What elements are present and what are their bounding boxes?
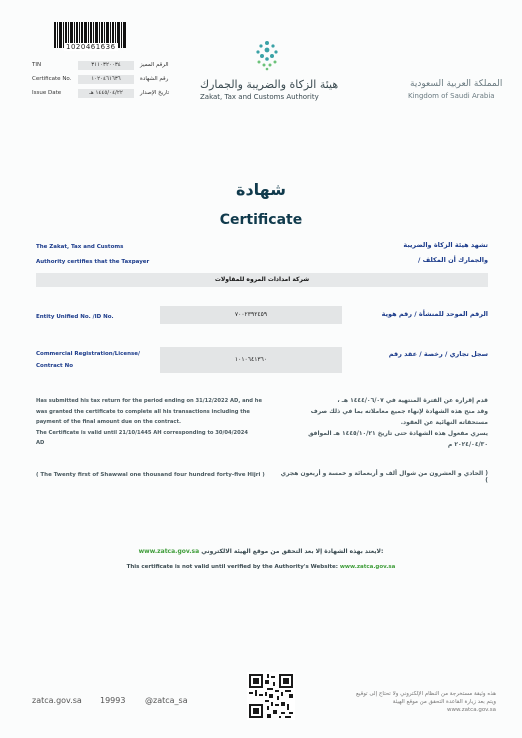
footer-website[interactable]: zatca.gov.sa (32, 696, 82, 705)
tin-value: ٣١١٠٣٢٠٠٣٤ (78, 61, 134, 70)
declaration-ar (330, 238, 488, 268)
kingdom-name-ar: المملكة العربية السعودية (410, 79, 503, 89)
authority-name-ar: هيئة الزكاة والضريبة والجمارك (200, 78, 339, 91)
kingdom-name-en: Kingdom of Saudi Arabia (408, 92, 495, 100)
tin-label-ar: الرقم المميز (140, 62, 169, 68)
qr-code (247, 672, 295, 720)
verification-note-en (0, 564, 522, 570)
body-en-line: Has submitted his tax return for the period ending on 31/12/2022 AD, and he (36, 398, 263, 404)
declaration-en (36, 240, 186, 270)
body-text-ar (294, 395, 488, 450)
entity-number-value: ٧٠٠٢٣٩٢٤٥٩ (160, 306, 342, 324)
verification-url-en[interactable]: www.zatca.gov.sa (339, 564, 396, 570)
verification-text-en: This certificate is not valid until verified by the Authority's Website: (126, 564, 338, 570)
declaration-ar-line-1: تشهد هيئة الزكاة والضريبة (403, 241, 488, 249)
issue-date-label: Issue Date (32, 90, 62, 96)
body-en-line: payment of the final amount due on the contract. (36, 419, 181, 425)
footer-note-line: هذه وثيقة مستخرجة من النظام الإلكتروني ولا تحتاج إلى توقيع (356, 691, 496, 697)
issue-date-row (32, 89, 172, 99)
cr-label-ar: سجل تجاري / رخصة / عقد رقم (388, 350, 488, 358)
body-ar-line: قدم إقراره عن الفترة المنتهية في ١٤٤٤/٠٦/٠٧ هـ ، (337, 397, 488, 404)
declaration-ar-line-2: والجمارك أن المكلف / (417, 256, 488, 264)
body-en-line: The Certificate is valid until 21/10/1445 AH corresponding to 30/04/2024 (36, 429, 248, 436)
verification-text-ar: لايعتد بهذه الشهادة إلا بعد التحقق من موقع الهيئة الالكتروني: (201, 548, 384, 555)
body-en-line: AD (36, 440, 45, 446)
footer-handle[interactable]: @zatca_sa (145, 696, 188, 705)
certificate-no-value: ١٠٢٠٤٦١٦٣٦ (78, 75, 134, 84)
validity-words-en: ( The Twenty first of Shawwal one thousand four hundred forty-five Hijri ) (36, 472, 265, 478)
title-en: Certificate (219, 212, 303, 228)
footer-note-ar (326, 690, 496, 714)
company-name: شركة امدادات المروه للمقاولات (36, 273, 488, 287)
entity-number-label-en: Entity Unified No. /ID No. (36, 314, 114, 320)
certificate-no-row (32, 75, 172, 85)
body-ar-line: مستحقاته النهائية عن العقود. (400, 419, 488, 426)
cr-label-en-line-1: Commercial Registration/License/ (36, 351, 141, 357)
footer-note-url[interactable]: www.zatca.gov.sa (447, 707, 496, 713)
tin-label: TIN (32, 62, 42, 68)
body-text-en (36, 396, 272, 449)
tin-row (32, 61, 172, 71)
verification-url-ar[interactable]: www.zatca.gov.sa (138, 548, 200, 555)
barcode-number: 1020461636 (66, 43, 116, 51)
body-ar-line: وقد منح هذه الشهادة لإنهاء جميع معاملاته بما في ذلك صرف (310, 408, 488, 415)
title-ar: شهادة (236, 180, 286, 199)
issue-date-label-ar: تاريخ الإصدار (140, 90, 170, 96)
body-ar-line: يسري مفعول هذه الشهادة حتى تاريخ ١٤٤٥/١٠/٢١ هـ الموافق (308, 430, 488, 437)
footer-note-line: ويتم بعد زيارة القاعدة التحقق من موقع الهيئة (392, 699, 496, 705)
verification-note-ar (0, 548, 522, 555)
issue-date-value: ١٤٤٥/٠٤/٢٢ هـ (78, 89, 134, 98)
authority-name-en: Zakat, Tax and Customs Authority (200, 93, 319, 101)
certificate-no-label: Certificate No. (32, 76, 72, 82)
zatca-logo-icon (250, 38, 284, 72)
body-en-line: was granted the certificate to complete all his transactions including the (36, 408, 250, 415)
validity-words-ar: ( الحادي و العشرون من شوال ألف و أربعمائة و خمسة و أربعون هجري ) (280, 470, 488, 484)
cr-label-en (36, 348, 146, 372)
body-ar-line: ٢٠٢٤/٠٤/٣٠ م (447, 441, 488, 448)
certificate-no-label-ar: رقم الشهادة (140, 76, 169, 82)
footer-phone: 19993 (100, 696, 126, 705)
entity-number-label-ar: الرقم الموحد للمنشأة / رقم هوية (381, 310, 488, 318)
cr-label-en-line-2: Contract No (36, 363, 73, 369)
cr-value: ١٠١٠٦٤١٣٦٠ (160, 347, 342, 373)
declaration-en-line-2: Authority certifies that the Taxpayer (36, 259, 150, 265)
declaration-en-line-1: The Zakat, Tax and Customs (36, 244, 124, 250)
